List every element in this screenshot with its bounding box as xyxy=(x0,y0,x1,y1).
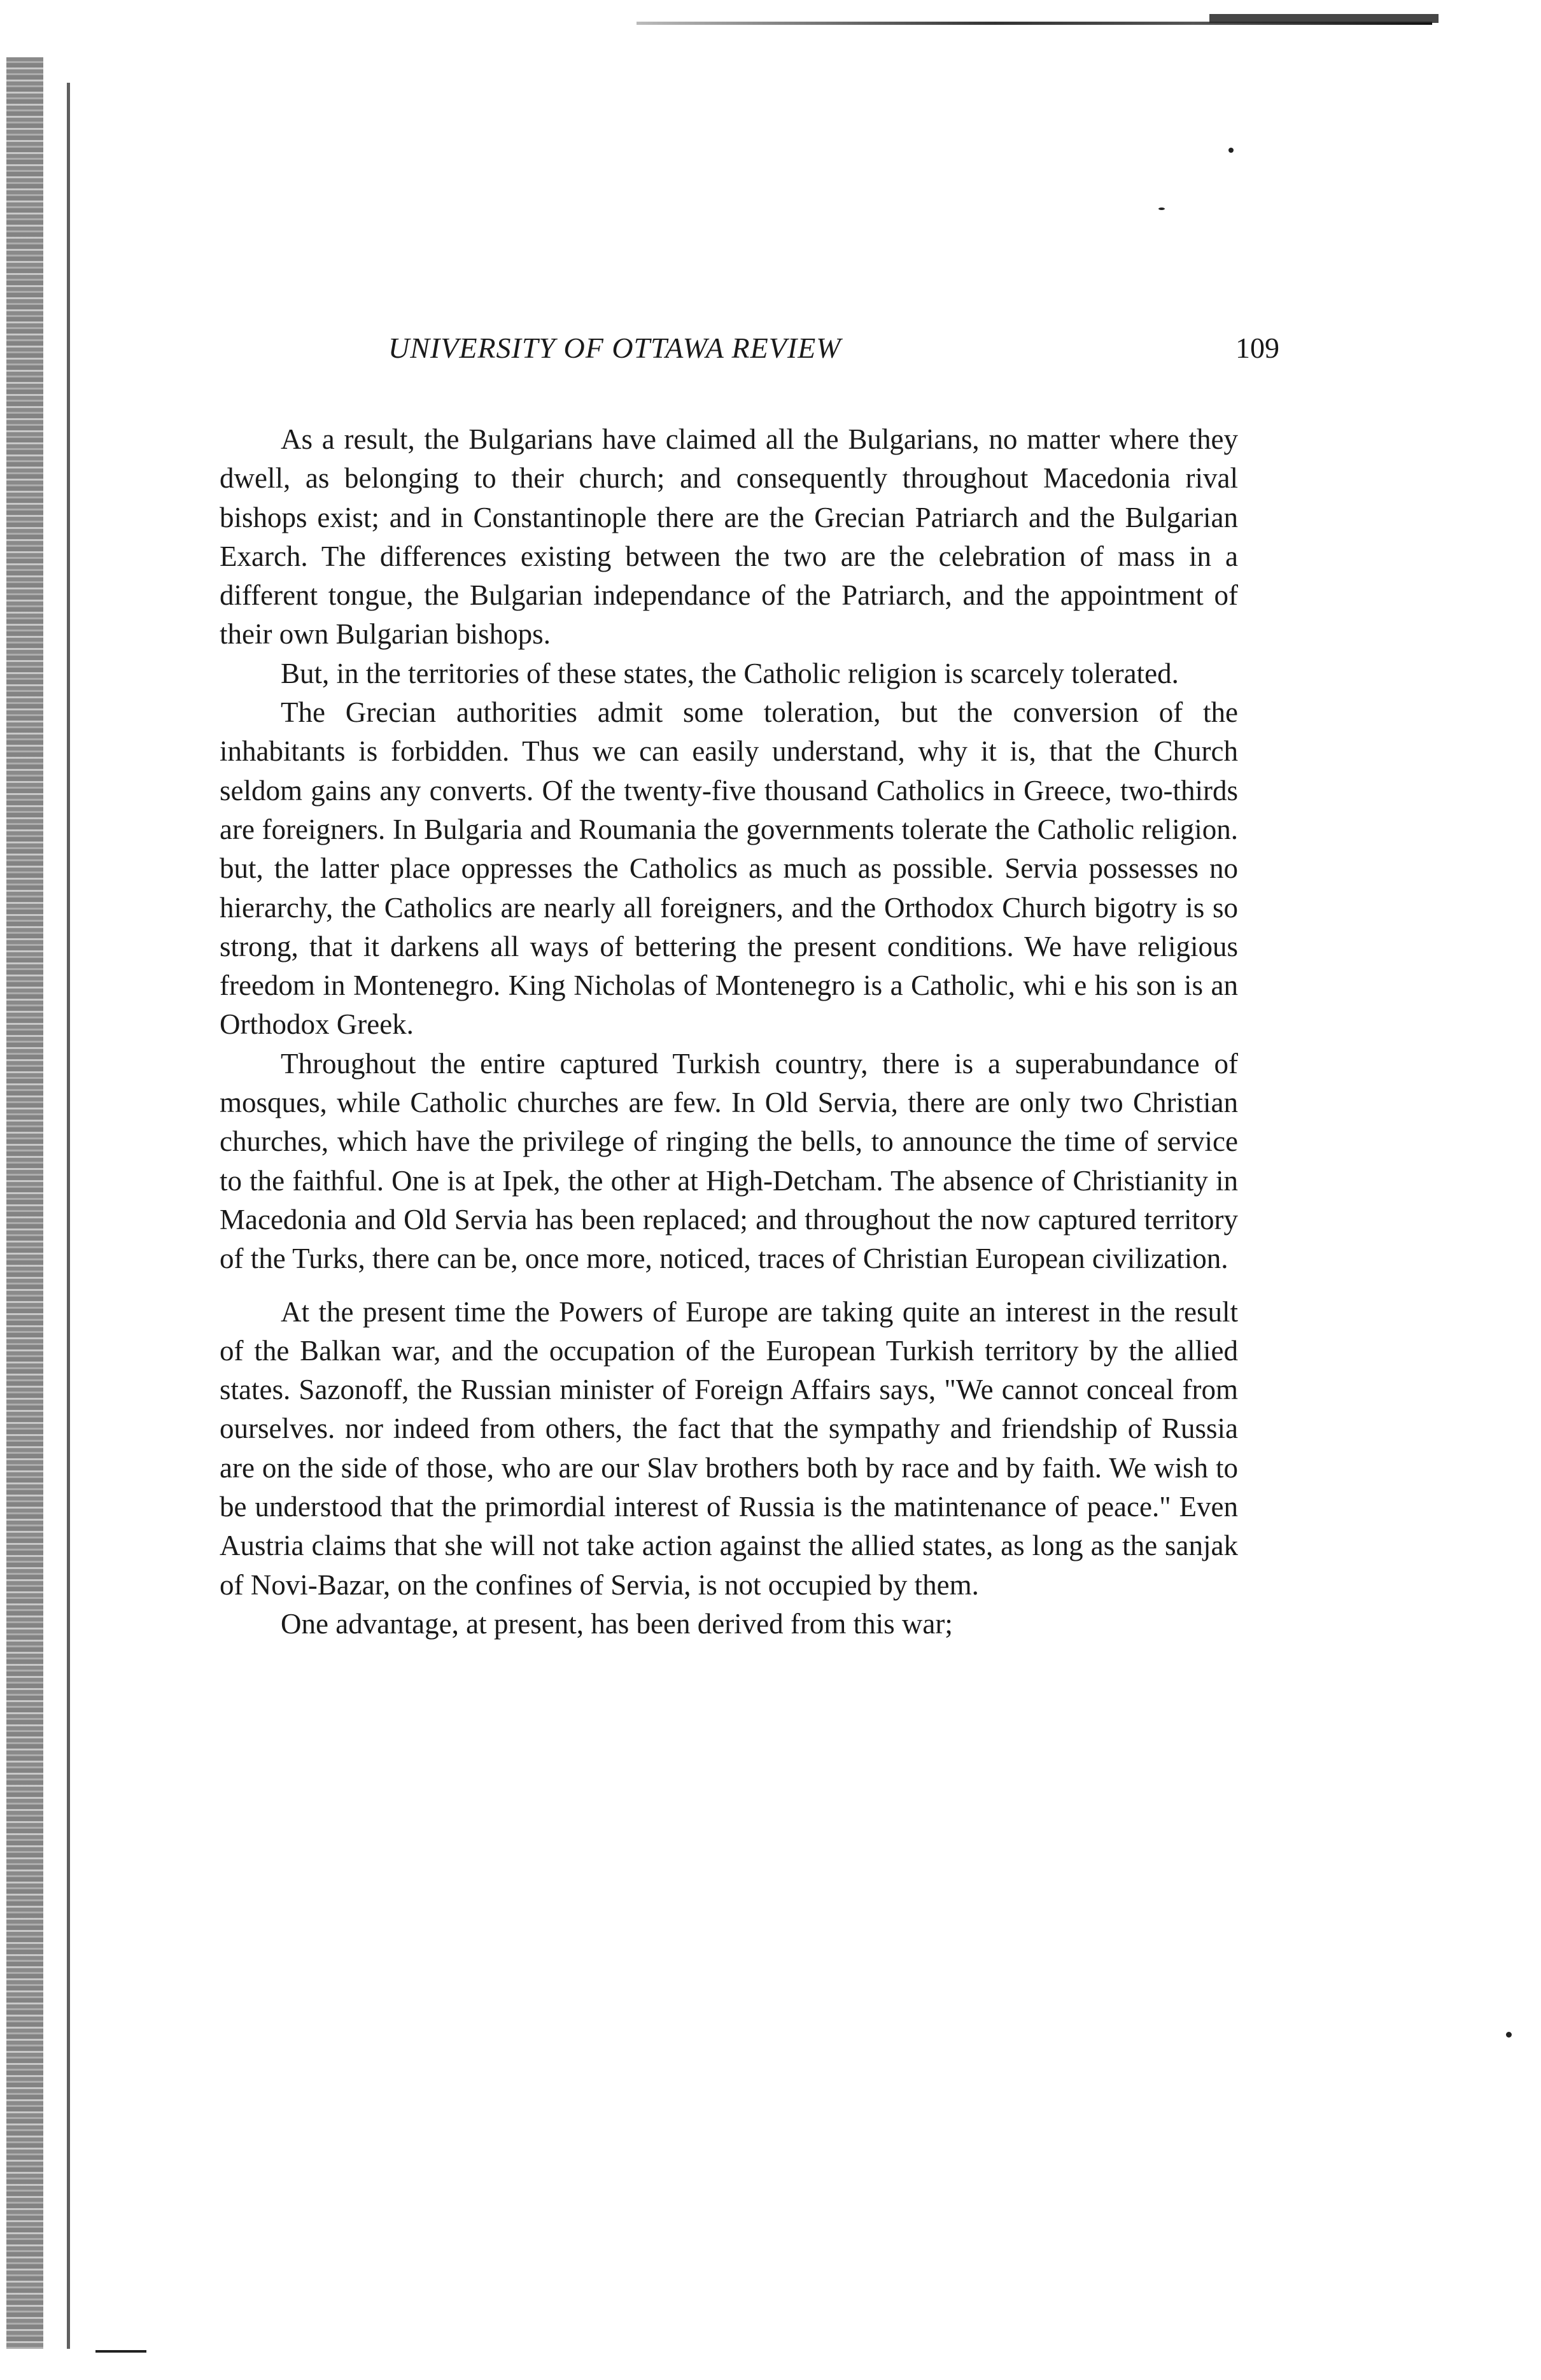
top-edge-smudge xyxy=(1209,14,1439,23)
paragraph: At the present time the Powers of Europe are taking quite an interest in the result of the Balkan war, and the occupation of the European Turkish territory by the allied states. Sazonoff, the Russian minister of Foreign Affairs says, "We cannot conceal from ourselves. nor indeed from others, the fact that the sympathy and friendship of Russia are on the side of those, who are our Slav brothers both by race and by faith. We wish to be understood that the primordial interest of Russia is the matintenance of peace." Even Austria claims that she will not take action against the allied states, as long as the sanjak of Novi-Bazar, on the confines of Servia, is not occupied by them. xyxy=(220,1295,1238,1601)
body-text xyxy=(220,420,1238,1644)
binding-line xyxy=(67,83,70,2349)
binding-foot-mark xyxy=(95,2350,146,2353)
binding-edge xyxy=(6,57,43,2349)
scan-speck xyxy=(1158,208,1165,210)
scan-speck xyxy=(1228,148,1234,153)
paragraph: But, in the territories of these states, the Catholic religion is scarcely tolerated. xyxy=(281,657,1179,689)
running-head xyxy=(388,331,1279,382)
paragraph: One advantage, at present, has been derived from this war; xyxy=(281,1607,953,1640)
page-number: 109 xyxy=(1235,332,1279,364)
paragraph: As a result, the Bulgarians have claimed all the Bulgarians, no matter where they dwell, as belonging to their church; and consequently throughout Macedonia rival bishops exist; and in Constantinople there are the Grecian Patriarch and the Bulgarian Exarch. The differences existing between the two are the celebration of mass in a different tongue, the Bulgarian independance of the Patriarch, and the appointment of their own Bulgarian bishops. xyxy=(220,423,1238,651)
paragraph: Throughout the entire captured Turkish country, there is a superabundance of mosques, while Catholic churches are few. In Old Servia, there are only two Christian churches, which have the privilege of ringing the bells, to announce the time of service to the faithful. One is at Ipek, the other at High-Detcham. The absence of Christianity in Macedonia and Old Servia has been replaced; and throughout the now captured territory of the Turks, there can be, once more, noticed, traces of Christian European civilization. xyxy=(220,1047,1238,1275)
journal-title: UNIVERSITY OF OTTAWA REVIEW xyxy=(388,332,841,364)
paragraph: The Grecian authorities admit some toleration, but the conversion of the inhabitants is forbidden. Thus we can easily understand, why it is, that the Church seldom gains any converts. Of the twenty-five thousand Catholics in Greece, two-thirds are foreigners. In Bulgaria and Roumania the governments tolerate the Catholic religion. but, the latter place oppresses the Catholics as much as possible. Servia possesses no hierarchy, the Catholics are nearly all foreigners, and the Orthodox Church bigotry is so strong, that it darkens all ways of bettering the present conditions. We have religious freedom in Montenegro. King Nicholas of Montenegro is a Catholic, whi e his son is an Orthodox Greek. xyxy=(220,696,1238,1041)
scan-speck xyxy=(1506,2032,1512,2038)
